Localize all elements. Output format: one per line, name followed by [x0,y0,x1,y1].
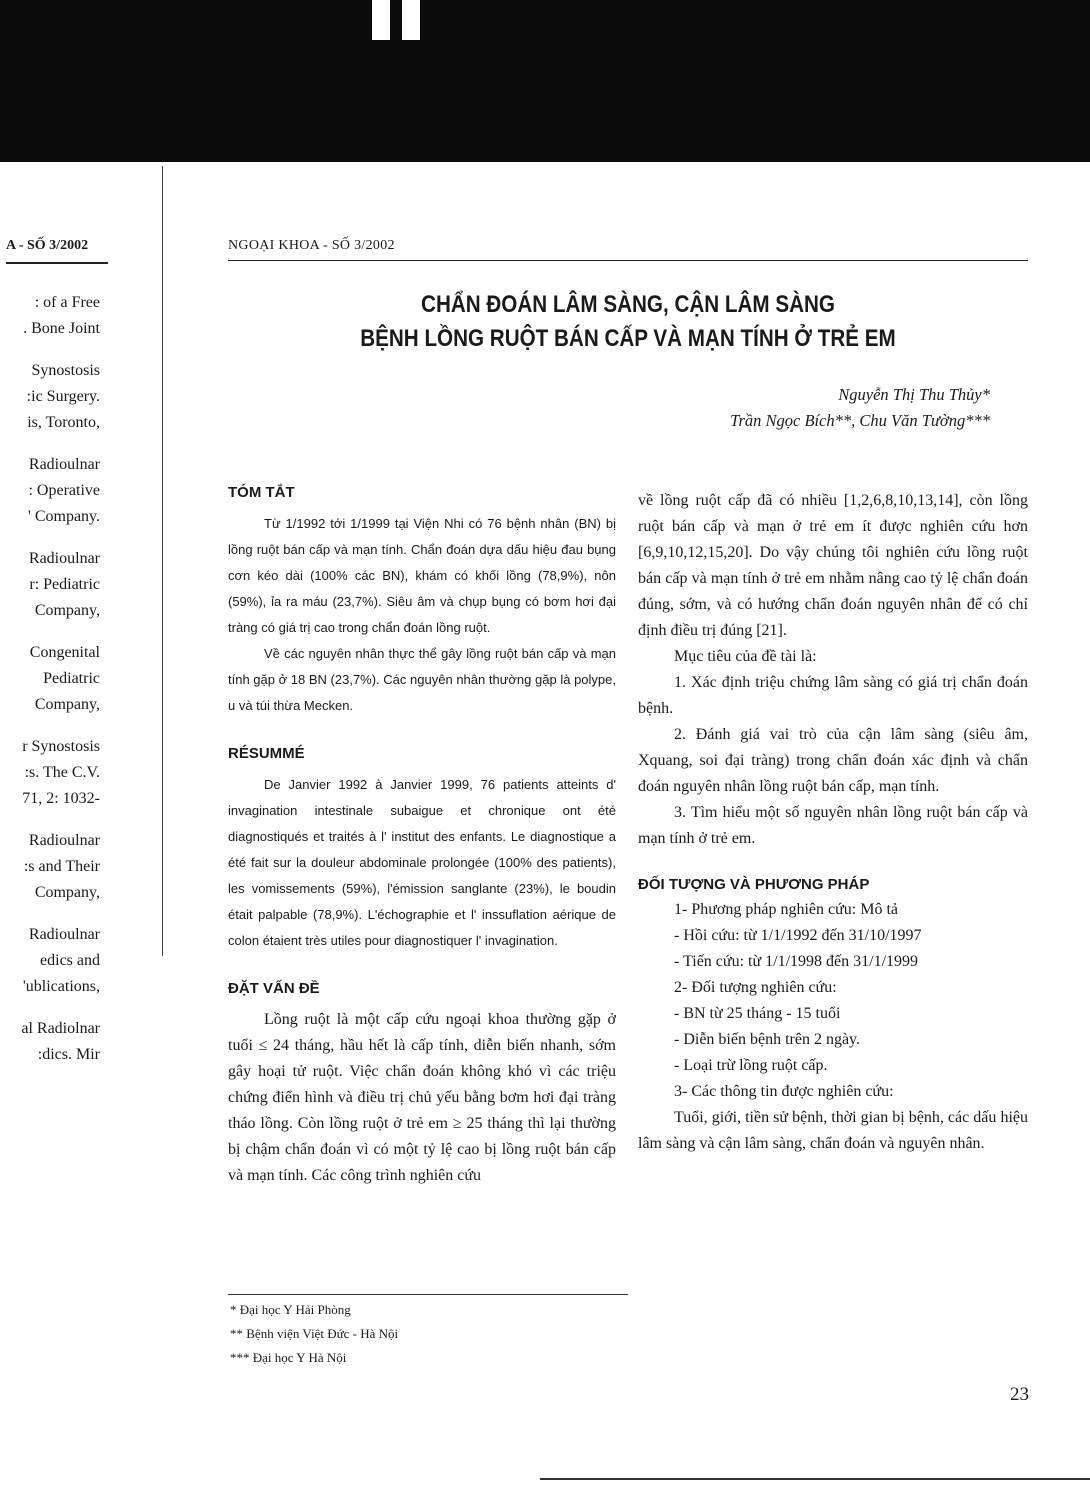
methods-line: - Hồi cứu: từ 1/1/1992 đến 31/10/1997 [674,927,922,944]
article-title-line-1: CHẨN ĐOÁN LÂM SÀNG, CẬN LÂM SÀNG [421,291,835,318]
previous-page-reference-fragments [0,290,100,1068]
fragment-gap [0,718,100,734]
article-column-left [228,484,616,1189]
running-head: NGOẠI KHOA - SỐ 3/2002 [228,238,395,253]
methods-line: 2- Đối tượng nghiên cứu: [674,979,837,996]
reference-fragment: Pediatric [43,670,100,687]
reference-fragment: Company, [34,602,100,619]
intro-heading: ĐẶT VẤN ĐỀ [228,980,320,997]
objective-item: 1. Xác định triệu chứng lâm sàng có giá trị chẩn đoán bệnh. [638,674,1028,717]
methods-line: - BN từ 25 tháng - 15 tuổi [674,1005,841,1022]
reference-fragment: Radioulnar [28,550,100,567]
reference-fragment: Congenital [29,644,100,661]
author-line-1: Nguyễn Thị Thu Thủy* [838,385,990,404]
reference-fragment: Synostosis [31,362,100,379]
reference-fragment: :s and Their [23,858,100,875]
page-gutter-line [162,166,163,956]
objective-item: 2. Đánh giá vai trò của cận lâm sàng (siêu âm, Xquang, soi đại tràng) trong chẩn đoán xác định và chẩn đoán nguyên nhân lồng ruột bán cấp, mạn tính. [638,726,1028,795]
footnote: ** Bệnh viện Việt Đức - Hà Nội [230,1326,399,1341]
reference-fragment: :s. The C.V. [24,764,100,781]
reference-fragment: 'ublications, [22,978,100,995]
footnote-rule [228,1294,628,1295]
methods-line: - Tiến cứu: từ 1/1/1998 đến 31/1/1999 [674,953,919,970]
fragment-gap [0,624,100,640]
page-number: 23 [1010,1384,1029,1405]
summary-paragraph: Từ 1/1992 tới 1/1999 tại Viện Nhi có 76 bệnh nhân (BN) bị lồng ruột bán cấp và mạn tính. Chẩn đoán dựa dấu hiệu đau bụng cơn kéo dài (100% các BN), khám có khối lồng (78,9%), nôn (59%), ỉa ra máu (23,7%). Siêu âm và chụp bụng có bơm hơi đại tràng có giá trị cao trong chẩn đoán lồng ruột. [228,516,616,635]
objectives-title: Mục tiêu của đề tài là: [674,648,817,665]
previous-page-header-rule [6,262,108,264]
reference-fragment: al Radiolnar [21,1020,100,1037]
methods-line: - Loại trừ lồng ruột cấp. [674,1057,828,1074]
article-title [284,288,972,356]
reference-fragment: Radioulnar [28,926,100,943]
reference-fragment: r Synostosis [22,738,100,755]
fragment-gap [0,906,100,922]
fragment-gap [0,436,100,452]
resume-paragraph: De Janvier 1992 à Janvier 1999, 76 patients atteints d' invagination intestinale subaigue et chronique ont été diagnostiqués et traités à l' institut des enfants. Le diagnostique a été fait sur la douleur abdominale prolongée (100% des patients), les vomissements (59%), l'émission sanglante (23%), le boudin était palpable (78,9%). L'échographie et l' inssuflation aérique de colon étaient très utiles pour diagnostiquer l' invagination. [228,777,616,948]
scan-notch [402,0,420,40]
reference-fragment: Company, [34,696,100,713]
reference-fragment: ' Company. [27,508,100,525]
footnote: *** Đại học Y Hà Nội [230,1350,347,1365]
methods-line: 3- Các thông tin được nghiên cứu: [674,1083,894,1100]
summary-heading: TÓM TẮT [228,484,295,501]
author-line-2: Trần Ngọc Bích**, Chu Văn Tường*** [730,411,990,430]
bottom-rule [540,1478,1090,1480]
reference-fragment: : Operative [28,482,100,499]
reference-fragment: Radioulnar [28,832,100,849]
fragment-gap [0,812,100,828]
methods-final-paragraph: Tuổi, giới, tiền sử bệnh, thời gian bị bệnh, các dấu hiệu lâm sàng và cận lâm sàng, chẩn đoán và nguyên nhân. [638,1109,1028,1152]
methods-line: 1- Phương pháp nghiên cứu: Mô tả [674,901,898,918]
reference-fragment: edics and [40,952,100,969]
objective-item: 3. Tìm hiểu một số nguyên nhân lồng ruột bán cấp và mạn tính ở trẻ em. [638,804,1028,847]
fragment-gap [0,530,100,546]
reference-fragment: r: Pediatric [29,576,100,593]
reference-fragment: :dics. Mir [37,1046,100,1063]
previous-page-header: A - SỐ 3/2002 [6,238,89,253]
methods-heading: ĐỐI TƯỢNG VÀ PHƯƠNG PHÁP [638,876,870,893]
authors [600,382,990,434]
footnote: * Đại học Y Hải Phòng [230,1302,351,1317]
reference-fragment: . Bone Joint [23,320,100,337]
article-title-line-2: BỆNH LỒNG RUỘT BÁN CẤP VÀ MẠN TÍNH Ở TRẺ EM [360,325,896,352]
footnotes [230,1298,398,1370]
intro-paragraph: Lồng ruột là một cấp cứu ngoại khoa thường gặp ở tuổi ≤ 24 tháng, hầu hết là cấp tính, diễn biến nhanh, sớm gây hoại tử ruột. Việc chẩn đoán không khó vì các triệu chứng điển hình và điều trị chủ yếu bằng bơm hơi đại tràng tháo lồng. Còn lồng ruột ở trẻ em ≥ 25 tháng thì lại thường bị chậm chẩn đoán vì có một tỷ lệ cao bị lồng ruột bán cấp và mạn tính. Các công trình nghiên cứu [228,1011,616,1184]
running-head-rule [228,260,1028,261]
reference-fragment: Radioulnar [28,456,100,473]
article-column-right [638,488,1028,1157]
reference-fragment: : of a Free [34,294,100,311]
reference-fragment: :ic Surgery. [26,388,100,405]
summary-paragraph: Về các nguyên nhân thực thể gây lồng ruột bán cấp và mạn tính gặp ở 18 BN (23,7%). Các nguyên nhân thường gặp là polype, u và túi thừa Mecken. [228,646,616,713]
methods-line: - Diễn biến bệnh trên 2 ngày. [674,1031,861,1048]
resume-heading: RÉSUMMÉ [228,745,305,762]
scan-dark-band [0,0,1090,162]
scan-notch [372,0,390,40]
reference-fragment: is, Toronto, [27,414,100,431]
fragment-gap [0,1000,100,1016]
fragment-gap [0,342,100,358]
reference-fragment: Company, [34,884,100,901]
intro-continuation: về lồng ruột cấp đã có nhiều [1,2,6,8,10,13,14], còn lồng ruột bán cấp và mạn ở trẻ em ít được nghiên cứu hơn [6,9,10,12,15,20]. Do vậy chúng tôi nghiên cứu lồng ruột bán cấp và mạn tính ở trẻ em nhằm nâng cao tỷ lệ chẩn đoán đúng, sớm, và có hướng chẩn đoán nguyên nhân để có chỉ định điều trị đúng [21]. [638,492,1028,639]
reference-fragment: 71, 2: 1032- [22,790,100,807]
